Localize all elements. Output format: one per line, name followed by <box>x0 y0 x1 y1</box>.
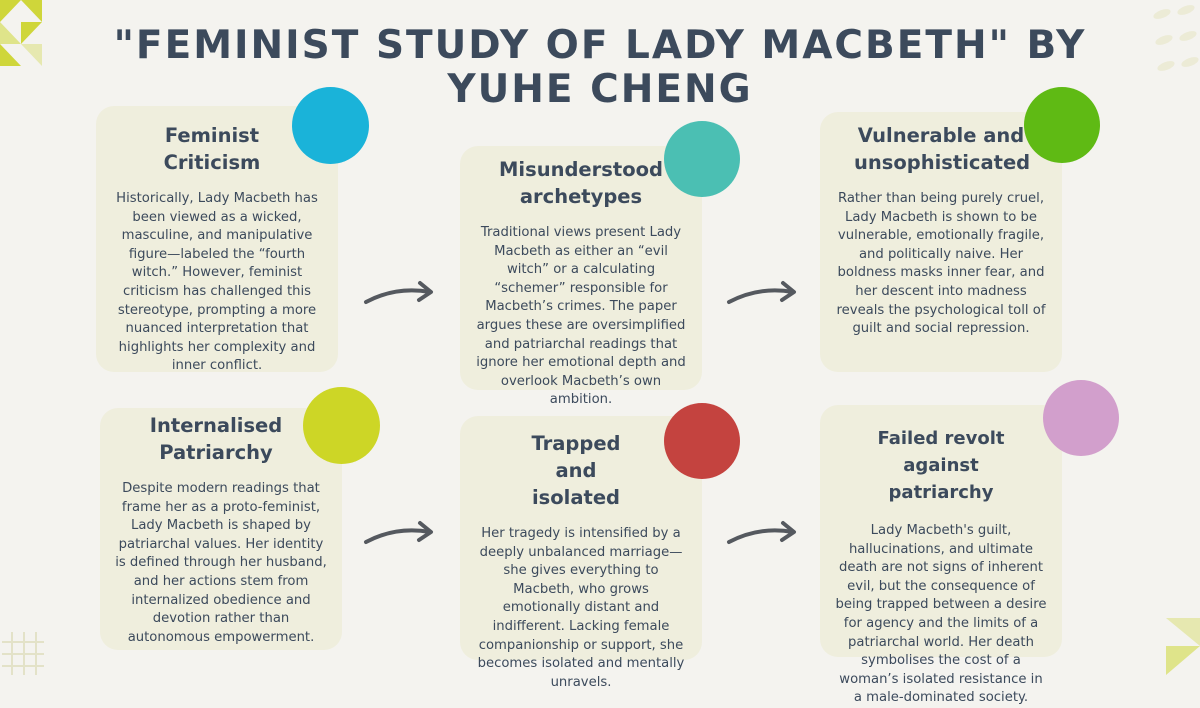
card-body: Despite modern readings that frame her as a proto-feminist, Lady Macbeth is shaped by patriarchal values. Her identity is defined through her husband, and her actions stem from internalized obedience and devotion rather than autonomous empowerment. <box>115 481 327 645</box>
page-title: "FEMINIST STUDY OF LADY MACBETH" BY YUHE CHENG <box>113 23 1087 112</box>
blue-circle <box>292 87 369 164</box>
arrow-right-icon <box>725 280 801 310</box>
lime-circle <box>303 387 380 464</box>
card-heading: Vulnerable and unsophisticated <box>854 124 1031 174</box>
pink-circle <box>1043 380 1119 456</box>
corner-leaf-decoration <box>1150 0 1200 80</box>
corner-triangles-decoration-bottom <box>1166 618 1200 675</box>
card-heading: Feminist Criticism <box>163 124 261 174</box>
card-body: Rather than being purely cruel, Lady Macbeth is shown to be vulnerable, emotionally fragile, and politically naive. Her boldness masks inner fear, and her descent into madness reveals the psychological toll of guilt and social repression. <box>836 191 1046 337</box>
card-body: Her tragedy is intensified by a deeply unbalanced marriage—she gives everything to Macbeth, who grows emotionally distant and indifferent. Lacking female companionship or support, she becomes isolated and mentally unravels. <box>477 526 685 690</box>
green-circle <box>1024 87 1100 163</box>
card-heading: Misunderstood archetypes <box>499 158 663 208</box>
card-body: Traditional views present Lady Macbeth as either an “evil witch” or a calculating “schemer” responsible for Macbeth’s crimes. The paper argues these are oversimplified and patriarchal readings that ignore her emotional depth and overlook Macbeth’s own ambition. <box>476 225 686 408</box>
corner-triangles-decoration <box>0 0 42 66</box>
card-heading: Trapped and isolated <box>531 432 621 509</box>
card-body: Historically, Lady Macbeth has been viewed as a wicked, masculine, and manipulative figure—labeled the “fourth witch.” However, feminist criticism has challenged this stereotype, prompting a more nuanced interpretation that highlights her complexity and inner conflict. <box>116 191 318 374</box>
arrow-right-icon <box>725 520 801 550</box>
card-body: Lady Macbeth's guilt, hallucinations, and ultimate death are not signs of inherent evil, but the consequence of being trapped between a desire for agency and the limits of a patriarchal world. Her death symbolises the cost of a woman’s isolated resistance in a male-dominated society. <box>835 523 1047 706</box>
arrow-right-icon <box>362 280 438 310</box>
teal-circle <box>664 121 740 197</box>
card-failed-revolt <box>820 405 1062 706</box>
red-circle <box>664 403 740 479</box>
card-internalised-patriarchy <box>100 408 342 650</box>
corner-grid-decoration <box>0 632 44 675</box>
arrow-right-icon <box>362 520 438 550</box>
card-misunderstood-archetypes <box>460 146 702 408</box>
card-heading: Internalised Patriarchy <box>149 414 283 464</box>
card-vulnerable-unsophisticated <box>820 112 1062 372</box>
card-heading: Failed revolt against patriarchy <box>877 428 1005 503</box>
